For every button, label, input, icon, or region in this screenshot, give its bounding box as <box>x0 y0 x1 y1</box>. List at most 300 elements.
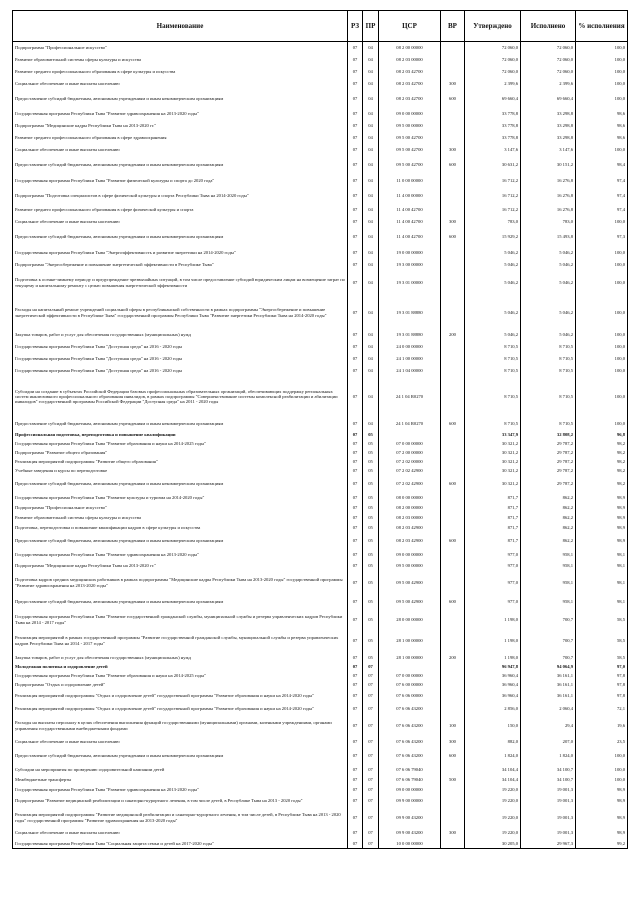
cell-pr: 04 <box>363 132 379 144</box>
cell-pct: 100,0 <box>576 765 628 775</box>
cell-pr: 07 <box>363 808 379 828</box>
cell-done: 700,7 <box>521 653 576 663</box>
cell-name: Социальное обеспечение и иные выплаты населению <box>13 144 348 156</box>
header-vr: ВР <box>441 11 465 42</box>
cell-approved: 30 631,2 <box>465 156 521 174</box>
cell-done: 29 787,2 <box>521 440 576 449</box>
cell-pr: 04 <box>363 377 379 417</box>
cell-pct: 98,2 <box>576 440 628 449</box>
cell-approved: 8 710,5 <box>465 417 521 431</box>
cell-pr: 07 <box>363 828 379 839</box>
cell-rz: 07 <box>348 417 363 431</box>
cell-csr: 28 1 00 00000 <box>379 629 441 653</box>
cell-name: Расходы на капитальный ремонт учреждений социальной сферы в республиканской собственности в рамках подпрограммы "Энергосбережение и повышение энергетической эффективности в Республике Тыва" государственной программы Республики Тыва "Развитие энергетики Республики Тыва на 2014-2020 годы" <box>13 296 348 330</box>
cell-pct: 98,2 <box>576 467 628 476</box>
cell-csr: 11 0 00 00000 <box>379 174 441 188</box>
cell-pr: 07 <box>363 690 379 703</box>
cell-vr <box>441 785 465 795</box>
cell-vr <box>441 808 465 828</box>
cell-approved: 8 710,5 <box>465 377 521 417</box>
cell-rz: 07 <box>348 476 363 493</box>
cell-csr <box>379 431 441 440</box>
cell-csr: 09 5 00 00000 <box>379 560 441 572</box>
cell-csr: 09 0 00 00000 <box>379 785 441 795</box>
cell-csr: 09 9 00 43200 <box>379 828 441 839</box>
cell-pr: 07 <box>363 681 379 690</box>
cell-name: Подпрограмма "Медицинские кадры Республики Тыва на 2013-2020 гг." <box>13 120 348 132</box>
cell-vr <box>441 839 465 849</box>
table-row <box>13 431 628 440</box>
cell-name: Социальное обеспечение и иные выплаты населению <box>13 736 348 748</box>
cell-name: Государственная программа Республики Тыва "Развитие здравоохранения на 2013-2020 годы" <box>13 108 348 120</box>
cell-approved: 19 220,0 <box>465 828 521 839</box>
cell-pct: 100,0 <box>576 417 628 431</box>
cell-csr: 07 6 06 79040 <box>379 775 441 785</box>
cell-vr <box>441 66 465 78</box>
cell-name: Предоставление субсидий бюджетным, автономным учреждениям и иным некоммерческим организациям <box>13 594 348 611</box>
cell-done: 16 276,8 <box>521 174 576 188</box>
cell-done: 30 151,2 <box>521 156 576 174</box>
cell-csr: 24 0 00 00000 <box>379 341 441 353</box>
cell-csr: 09 5 00 42900 <box>379 572 441 594</box>
cell-rz: 07 <box>348 228 363 246</box>
cell-approved: 16 712,2 <box>465 188 521 204</box>
cell-rz: 07 <box>348 611 363 629</box>
cell-name: Государственная программа Республики Тыва "Развитие образования и науки на 2014-2025 годы" <box>13 440 348 449</box>
cell-csr: 07 2 02 00000 <box>379 458 441 467</box>
cell-done: 36 161,1 <box>521 681 576 690</box>
cell-approved: 72 060,0 <box>465 54 521 66</box>
cell-name: Подпрограмма "Развитие общего образования" <box>13 449 348 458</box>
cell-csr: 08 2 03 42700 <box>379 90 441 108</box>
cell-vr: 200 <box>441 330 465 341</box>
cell-vr: 600 <box>441 156 465 174</box>
cell-approved: 8 710,5 <box>465 341 521 353</box>
table-row <box>13 42 628 54</box>
table-row <box>13 703 628 716</box>
table-row <box>13 716 628 736</box>
cell-csr: 09 5 00 00000 <box>379 120 441 132</box>
cell-pr: 04 <box>363 353 379 365</box>
cell-rz: 07 <box>348 216 363 228</box>
cell-approved: 2 399,6 <box>465 78 521 90</box>
cell-name: Предоставление субсидий бюджетным, автономным учреждениям и иным некоммерческим организациям <box>13 156 348 174</box>
cell-vr <box>441 672 465 681</box>
cell-approved: 8 710,5 <box>465 365 521 377</box>
cell-done: 19 001,3 <box>521 808 576 828</box>
header-rz: РЗ <box>348 11 363 42</box>
cell-vr <box>441 54 465 66</box>
cell-done: 958,1 <box>521 550 576 560</box>
cell-vr <box>441 611 465 629</box>
cell-pr: 07 <box>363 736 379 748</box>
cell-done: 958,1 <box>521 560 576 572</box>
table-row <box>13 785 628 795</box>
cell-approved: 871,7 <box>465 493 521 503</box>
cell-vr <box>441 120 465 132</box>
cell-name: Государственная программа Республики Тыва "Энергоэффективность и развитие энергетики на 2014-2020 годы" <box>13 246 348 260</box>
cell-rz: 07 <box>348 54 363 66</box>
cell-approved: 783,0 <box>465 216 521 228</box>
cell-pr: 04 <box>363 341 379 353</box>
cell-pct: 98,9 <box>576 523 628 533</box>
table-row <box>13 663 628 672</box>
cell-pr: 05 <box>363 458 379 467</box>
cell-pct: 96,8 <box>576 431 628 440</box>
cell-done: 700,7 <box>521 611 576 629</box>
cell-approved: 977,0 <box>465 560 521 572</box>
table-row <box>13 653 628 663</box>
cell-rz: 07 <box>348 736 363 748</box>
cell-rz: 07 <box>348 188 363 204</box>
cell-vr <box>441 467 465 476</box>
cell-pr: 04 <box>363 108 379 120</box>
cell-vr <box>441 523 465 533</box>
cell-pct: 98,9 <box>576 503 628 513</box>
cell-vr <box>441 690 465 703</box>
cell-approved: 5 046,2 <box>465 270 521 296</box>
table-row <box>13 353 628 365</box>
cell-name: Подпрограмма "Энергосбережение и повышение энергетической эффективности в Республике Тыва" <box>13 260 348 270</box>
cell-pct: 97,8 <box>576 690 628 703</box>
cell-pr: 04 <box>363 246 379 260</box>
cell-pct: 100,0 <box>576 748 628 765</box>
table-row <box>13 775 628 785</box>
cell-rz: 07 <box>348 765 363 775</box>
table-row <box>13 78 628 90</box>
cell-name: Государственная программа Республики Тыва "Доступная среда" на 2016 - 2020 годы <box>13 341 348 353</box>
cell-csr: 08 2 03 42700 <box>379 78 441 90</box>
cell-pr: 07 <box>363 765 379 775</box>
cell-pct: 98,2 <box>576 476 628 493</box>
cell-name: Профессиональная подготовка, переподготовка и повышение квалификации <box>13 431 348 440</box>
cell-pct: 100,0 <box>576 54 628 66</box>
cell-vr <box>441 204 465 216</box>
cell-pct: 97,0 <box>576 663 628 672</box>
cell-approved: 871,7 <box>465 503 521 513</box>
cell-csr: 08 2 03 00000 <box>379 513 441 523</box>
cell-vr <box>441 246 465 260</box>
cell-name: Реализация мероприятий подпрограммы "Отдых и оздоровление детей" государственной программы "Развитие образования и науки на 2014-2020 годы" <box>13 690 348 703</box>
cell-pr: 07 <box>363 672 379 681</box>
table-row <box>13 156 628 174</box>
cell-rz: 07 <box>348 156 363 174</box>
cell-done: 29 967,3 <box>521 839 576 849</box>
table-row <box>13 204 628 216</box>
cell-pr: 07 <box>363 795 379 808</box>
cell-vr <box>441 550 465 560</box>
table-body <box>13 42 628 849</box>
cell-approved: 19 220,0 <box>465 808 521 828</box>
cell-name: Подготовка к осенне-зимнему периоду и предупреждение чрезвычайных ситуаций, в том числе предоставление субсидий юридическим лицам на возмещение затрат по текущему и капитальному ремонту с целью повышения энергетической эффективности <box>13 270 348 296</box>
cell-name: Закупка товаров, работ и услуг для обеспечения государственных (муниципальных) нужд <box>13 330 348 341</box>
cell-csr: 09 9 00 43200 <box>379 808 441 828</box>
cell-done: 36 161,1 <box>521 672 576 681</box>
table-row <box>13 736 628 748</box>
cell-done: 15 493,8 <box>521 228 576 246</box>
header-csr: ЦСР <box>379 11 441 42</box>
table-row <box>13 144 628 156</box>
cell-name: Межбюджетные трансферты <box>13 775 348 785</box>
cell-pr: 04 <box>363 228 379 246</box>
budget-report-page <box>12 10 627 849</box>
cell-vr: 300 <box>441 736 465 748</box>
table-row <box>13 690 628 703</box>
cell-vr <box>441 341 465 353</box>
cell-csr: 08 2 03 42900 <box>379 523 441 533</box>
cell-done: 72 060,0 <box>521 66 576 78</box>
cell-vr: 300 <box>441 144 465 156</box>
cell-csr: 07 6 06 43200 <box>379 748 441 765</box>
cell-approved: 15 929,2 <box>465 228 521 246</box>
cell-pct: 100,0 <box>576 270 628 296</box>
cell-done: 8 710,5 <box>521 341 576 353</box>
cell-approved: 36 960,4 <box>465 672 521 681</box>
cell-csr: 09 0 00 00000 <box>379 108 441 120</box>
cell-approved: 871,7 <box>465 523 521 533</box>
cell-name: Подпрограмма "Профессиональное искусство" <box>13 42 348 54</box>
cell-done: 32 808,2 <box>521 431 576 440</box>
cell-vr: 600 <box>441 417 465 431</box>
cell-pr: 04 <box>363 330 379 341</box>
cell-done: 958,1 <box>521 572 576 594</box>
cell-pr: 04 <box>363 66 379 78</box>
cell-name: Государственная программа Республики Тыва "Развитие образования и науки на 2014-2025 годы" <box>13 672 348 681</box>
cell-vr <box>441 108 465 120</box>
cell-pr: 05 <box>363 560 379 572</box>
cell-pct: 58,5 <box>576 653 628 663</box>
cell-rz: 07 <box>348 681 363 690</box>
cell-pr: 04 <box>363 174 379 188</box>
cell-pct: 98,9 <box>576 828 628 839</box>
cell-csr: 19 3 00 00000 <box>379 260 441 270</box>
cell-name: Реализация мероприятий подпрограммы "Отдых и оздоровление детей" государственной программы "Развитие образования и науки на 2014-2020 годы" <box>13 703 348 716</box>
cell-vr <box>441 365 465 377</box>
cell-pct: 98,6 <box>576 132 628 144</box>
cell-done: 862,2 <box>521 493 576 503</box>
cell-pr: 05 <box>363 523 379 533</box>
cell-csr: 07 6 06 00000 <box>379 690 441 703</box>
cell-approved: 16 712,2 <box>465 174 521 188</box>
cell-approved: 3 147,6 <box>465 144 521 156</box>
cell-approved: 30 321,2 <box>465 449 521 458</box>
table-row <box>13 795 628 808</box>
cell-name: Субсидии на создание в субъектах Российской Федерации базовых профессиональных образовательных организаций, обеспечивающих поддержку региональных систем инклюзивного профессионального образования инвалидов, в рамках подпрограммы "Совершенствование системы комплексной реабилитации и абилитации инвалидов" государственной программы Российской Федерации "Доступная среда" на 2011 - 2020 годы <box>13 377 348 417</box>
cell-pct: 98,1 <box>576 550 628 560</box>
cell-vr <box>441 174 465 188</box>
cell-csr: 08 2 03 42700 <box>379 66 441 78</box>
table-row <box>13 828 628 839</box>
cell-name: Реализация мероприятий подпрограммы "Развитие медицинской реабилитации и санаторно-курортного лечения, в том числе детей, в Республике Тыва на 2013 - 2020 годы" государственной программы "Развитие здравоохранения на 2013-2020 годы" <box>13 808 348 828</box>
cell-pct: 98,1 <box>576 572 628 594</box>
cell-pr: 07 <box>363 775 379 785</box>
cell-pr: 04 <box>363 417 379 431</box>
cell-name: Предоставление субсидий бюджетным, автономным учреждениям и иным некоммерческим организациям <box>13 417 348 431</box>
cell-rz: 07 <box>348 260 363 270</box>
cell-approved: 2 856,0 <box>465 703 521 716</box>
cell-pr: 05 <box>363 513 379 523</box>
cell-rz: 07 <box>348 78 363 90</box>
cell-approved: 34 104,4 <box>465 765 521 775</box>
cell-done: 34 100,7 <box>521 775 576 785</box>
cell-pr: 04 <box>363 120 379 132</box>
cell-rz: 07 <box>348 533 363 550</box>
cell-name: Закупка товаров, работ и услуг для обеспечения государственных (муниципальных) нужд <box>13 653 348 663</box>
cell-pct: 100,0 <box>576 216 628 228</box>
cell-approved: 30 205,0 <box>465 839 521 849</box>
cell-pct: 97,8 <box>576 672 628 681</box>
cell-done: 34 100,7 <box>521 765 576 775</box>
cell-approved: 5 046,2 <box>465 296 521 330</box>
cell-done: 862,2 <box>521 533 576 550</box>
cell-rz: 07 <box>348 204 363 216</box>
cell-csr: 09 5 00 42900 <box>379 594 441 611</box>
cell-done: 862,2 <box>521 513 576 523</box>
cell-csr: 07 6 06 43200 <box>379 703 441 716</box>
cell-approved: 30 321,2 <box>465 440 521 449</box>
cell-pr: 05 <box>363 629 379 653</box>
cell-rz: 07 <box>348 341 363 353</box>
cell-name: Подпрограмма "Подготовка специалистов в сфере физической культуры и спорта Республики Тыва на 2014-2020 годы" <box>13 188 348 204</box>
cell-done: 19 001,3 <box>521 795 576 808</box>
cell-pr: 04 <box>363 54 379 66</box>
cell-name: Субсидии на мероприятия по проведению оздоровительной кампании детей <box>13 765 348 775</box>
cell-vr <box>441 795 465 808</box>
cell-done: 29,4 <box>521 716 576 736</box>
cell-approved: 977,0 <box>465 594 521 611</box>
cell-approved: 1 198,0 <box>465 629 521 653</box>
cell-csr: 07 6 06 43200 <box>379 736 441 748</box>
cell-pr: 04 <box>363 260 379 270</box>
cell-rz: 07 <box>348 572 363 594</box>
cell-csr: 07 6 06 43200 <box>379 716 441 736</box>
table-row <box>13 216 628 228</box>
cell-rz: 07 <box>348 839 363 849</box>
cell-pct: 98,9 <box>576 795 628 808</box>
cell-name: Подготовка кадров средних медицинских работников в рамках подпрограммы "Медицинские кадры Республики Тыва на 2013-2020 годы" государственной программы "Развитие здравоохранения на 2013-2020 годы" <box>13 572 348 594</box>
cell-pct: 98,6 <box>576 108 628 120</box>
cell-rz: 07 <box>348 296 363 330</box>
cell-csr: 07 0 00 00000 <box>379 440 441 449</box>
cell-rz: 07 <box>348 246 363 260</box>
cell-pr: 07 <box>363 663 379 672</box>
cell-approved: 5 046,2 <box>465 246 521 260</box>
cell-csr: 08 0 00 00000 <box>379 493 441 503</box>
cell-name: Государственная программа Республики Тыва "Доступная среда" на 2016 - 2020 годы <box>13 365 348 377</box>
cell-pct: 97,8 <box>576 681 628 690</box>
cell-rz: 07 <box>348 703 363 716</box>
cell-rz: 07 <box>348 513 363 523</box>
cell-rz: 07 <box>348 132 363 144</box>
table-row <box>13 513 628 523</box>
cell-done: 33 298,8 <box>521 132 576 144</box>
cell-done: 207,0 <box>521 736 576 748</box>
cell-rz: 07 <box>348 690 363 703</box>
cell-done: 33 298,8 <box>521 108 576 120</box>
cell-name: Подпрограмма "Развитие медицинской реабилитации и санаторно-курортного лечения, в том числе детей, в Республике Тыва на 2013 - 2020 годы" <box>13 795 348 808</box>
table-row <box>13 672 628 681</box>
cell-pct: 100,0 <box>576 330 628 341</box>
cell-rz: 07 <box>348 449 363 458</box>
cell-pr: 07 <box>363 785 379 795</box>
cell-name: Реализация мероприятий в рамках государственной программы "Развитие государственной гражданской службы, муниципальной службы и резерва управленческих кадров Республики Тыва на 2014 - 2017 годы" <box>13 629 348 653</box>
table-row <box>13 550 628 560</box>
cell-name: Государственная программа Республики Тыва "Доступная среда" на 2016 - 2020 годы <box>13 353 348 365</box>
cell-name: Государственная программа Республики Тыва "Развитие физической культуры и спорта до 2020 года" <box>13 174 348 188</box>
cell-csr: 28 1 00 00000 <box>379 653 441 663</box>
cell-vr: 600 <box>441 228 465 246</box>
cell-vr: 200 <box>441 653 465 663</box>
table-row <box>13 748 628 765</box>
cell-vr: 300 <box>441 78 465 90</box>
cell-pr: 04 <box>363 156 379 174</box>
cell-rz: 07 <box>348 377 363 417</box>
cell-rz: 07 <box>348 503 363 513</box>
cell-rz: 07 <box>348 672 363 681</box>
cell-vr <box>441 503 465 513</box>
cell-csr: 09 0 00 00000 <box>379 550 441 560</box>
cell-pr: 05 <box>363 431 379 440</box>
cell-pct: 100,0 <box>576 296 628 330</box>
cell-vr: 100 <box>441 716 465 736</box>
cell-pct: 98,9 <box>576 533 628 550</box>
cell-csr: 09 9 00 00000 <box>379 795 441 808</box>
cell-done: 29 787,2 <box>521 476 576 493</box>
cell-done: 862,2 <box>521 503 576 513</box>
header-pct: % исполнения <box>576 11 628 42</box>
cell-name: Расходы на выплаты персоналу в целях обеспечения выполнения функций государственными (муниципальными) органами, казенными учреждениями, органами управления государственными внебюджетными фондами <box>13 716 348 736</box>
cell-done: 16 276,8 <box>521 204 576 216</box>
cell-vr <box>441 431 465 440</box>
cell-approved: 150,0 <box>465 716 521 736</box>
table-row <box>13 594 628 611</box>
table-row <box>13 765 628 775</box>
cell-approved: 977,0 <box>465 550 521 560</box>
header-name: Наименование <box>13 11 348 42</box>
cell-rz: 07 <box>348 270 363 296</box>
cell-done: 700,7 <box>521 629 576 653</box>
cell-pct: 100,0 <box>576 377 628 417</box>
table-row <box>13 54 628 66</box>
cell-csr: 07 2 02 42900 <box>379 476 441 493</box>
cell-name: Развитие среднего профессионального образования в сфере физической культуры и спорта <box>13 204 348 216</box>
cell-csr: 10 0 00 00000 <box>379 839 441 849</box>
cell-done: 5 046,2 <box>521 296 576 330</box>
cell-rz: 07 <box>348 458 363 467</box>
cell-rz: 07 <box>348 144 363 156</box>
table-row <box>13 174 628 188</box>
cell-done: 29 787,2 <box>521 458 576 467</box>
cell-pct: 98,1 <box>576 594 628 611</box>
cell-done: 16 276,8 <box>521 188 576 204</box>
cell-pct: 100,0 <box>576 260 628 270</box>
cell-vr <box>441 270 465 296</box>
cell-pct: 98,9 <box>576 808 628 828</box>
cell-rz: 07 <box>348 550 363 560</box>
table-row <box>13 90 628 108</box>
cell-done: 33 298,8 <box>521 120 576 132</box>
cell-pr: 07 <box>363 703 379 716</box>
cell-pr: 05 <box>363 533 379 550</box>
cell-name: Развитие образовательной системы сферы культуры и искусства <box>13 513 348 523</box>
cell-vr <box>441 260 465 270</box>
budget-table <box>12 10 628 849</box>
cell-approved: 977,0 <box>465 572 521 594</box>
table-row <box>13 493 628 503</box>
cell-pct: 97,4 <box>576 174 628 188</box>
cell-csr <box>379 663 441 672</box>
cell-approved: 34 104,4 <box>465 775 521 785</box>
